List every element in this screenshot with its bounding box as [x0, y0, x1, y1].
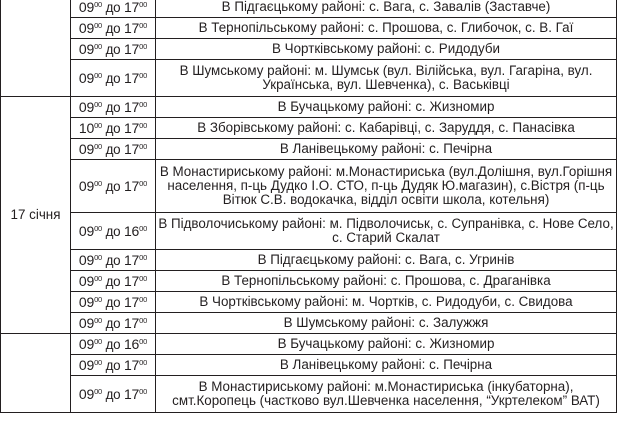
location-cell: В Тернопільському районі: с. Прошова, с. Драганівка: [156, 271, 617, 292]
end-minutes: 00: [139, 273, 148, 283]
start-hour: 09: [78, 222, 95, 239]
time-connector: до: [105, 223, 121, 239]
start-minutes: 00: [94, 386, 103, 396]
end-hour: 17: [123, 356, 140, 373]
start-minutes: 00: [94, 99, 103, 109]
end-hour: 17: [123, 69, 140, 86]
time-range-cell: [71, 292, 156, 313]
start-hour: 09: [78, 40, 95, 57]
end-hour: 17: [123, 40, 140, 57]
end-hour: 17: [123, 251, 140, 268]
start-hour: 10: [78, 119, 95, 136]
location-cell: В Бучацькому районі: с. Жизномир: [156, 334, 617, 355]
time-range-cell: [71, 39, 156, 60]
end-minutes: 00: [139, 252, 148, 262]
location-cell: В Шумському районі: с. Залужжя: [156, 313, 617, 334]
location-cell: В Шумському районі: м. Шумськ (вул. Вілійська, вул. Гагаріна, вул. Українська, вул. Шевченка), с. Васьківці: [156, 60, 617, 97]
schedule-table-body: [1, 0, 617, 413]
schedule-row: [1, 60, 617, 97]
end-hour: 17: [123, 272, 140, 289]
time-connector: до: [105, 0, 121, 15]
date-cell: 17 січня: [1, 97, 71, 334]
end-hour: 16: [123, 222, 140, 239]
schedule-row: [1, 160, 617, 213]
schedule-row: [1, 39, 617, 60]
end-hour: 17: [123, 140, 140, 157]
start-hour: 09: [78, 335, 95, 352]
start-hour: 09: [78, 385, 95, 402]
time-connector: до: [105, 20, 121, 36]
time-connector: до: [105, 70, 121, 86]
end-minutes: 00: [139, 99, 148, 109]
time-range-cell: [71, 313, 156, 334]
location-cell: В Монастириському районі: м.Монастириська (вул.Долішня, вул.Горішня населення, п-ць Дудко І.О. СТО, п-ць Дудяк Ю.магазин), с.Вістря (п-ць Вітюк С.В. водокачка, відділ освіти школа, котельня): [156, 160, 617, 213]
schedule-row: [1, 292, 617, 313]
start-hour: 09: [78, 251, 95, 268]
start-hour: 09: [78, 19, 95, 36]
time-range-cell: [71, 334, 156, 355]
location-cell: В Чортківському районі: с. Ридодуби: [156, 39, 617, 60]
time-connector: до: [105, 41, 121, 57]
end-hour: 17: [123, 0, 140, 15]
end-minutes: 00: [139, 336, 148, 346]
end-hour: 17: [123, 293, 140, 310]
end-minutes: 00: [139, 0, 148, 9]
start-hour: 09: [78, 314, 95, 331]
end-hour: 16: [123, 335, 140, 352]
end-minutes: 00: [139, 70, 148, 80]
location-cell: В Підволочиському районі: м. Підволочиськ, с. Супранівка, с. Нове Село, с. Старий Скалат: [156, 213, 617, 250]
time-range-cell: [71, 0, 156, 18]
schedule-row: [1, 0, 617, 18]
time-connector: до: [105, 178, 121, 194]
time-range-cell: [71, 355, 156, 376]
time-range-cell: [71, 118, 156, 139]
location-cell: В Монастириському районі: м.Монастириська (інкубаторна), смт.Коропець (частково вул.Шевченка населення, “Укртелеком” ВАТ): [156, 376, 617, 413]
start-minutes: 00: [94, 294, 103, 304]
start-minutes: 00: [94, 41, 103, 51]
location-cell: В Зборівському районі: с. Кабарівці, с. Заруддя, с. Панасівка: [156, 118, 617, 139]
time-range-cell: [71, 18, 156, 39]
start-minutes: 00: [94, 336, 103, 346]
start-minutes: 00: [94, 357, 103, 367]
schedule-row: [1, 213, 617, 250]
schedule-row: [1, 334, 617, 355]
end-hour: 17: [123, 385, 140, 402]
start-hour: 09: [78, 177, 95, 194]
start-minutes: 00: [94, 252, 103, 262]
end-minutes: 00: [139, 294, 148, 304]
location-cell: В Ланівецькому районі: с. Печірна: [156, 139, 617, 160]
schedule-row: [1, 376, 617, 413]
schedule-row: [1, 355, 617, 376]
start-minutes: 00: [94, 273, 103, 283]
time-connector: до: [105, 386, 121, 402]
start-minutes: 00: [94, 20, 103, 30]
end-minutes: 00: [139, 141, 148, 151]
end-hour: 17: [123, 19, 140, 36]
start-minutes: 00: [94, 223, 103, 233]
time-connector: до: [105, 336, 121, 352]
end-hour: 17: [123, 98, 140, 115]
time-connector: до: [105, 252, 121, 268]
start-minutes: 00: [94, 315, 103, 325]
end-hour: 17: [123, 314, 140, 331]
start-minutes: 00: [94, 178, 103, 188]
start-hour: 09: [78, 356, 95, 373]
end-minutes: 00: [139, 315, 148, 325]
start-hour: 09: [78, 0, 95, 15]
time-connector: до: [105, 120, 121, 136]
time-range-cell: [71, 139, 156, 160]
start-hour: 09: [78, 98, 95, 115]
start-hour: 09: [78, 293, 95, 310]
start-minutes: 00: [94, 70, 103, 80]
schedule-row: [1, 139, 617, 160]
schedule-row: [1, 271, 617, 292]
time-range-cell: [71, 271, 156, 292]
end-minutes: 00: [139, 178, 148, 188]
time-range-cell: [71, 250, 156, 271]
schedule-row: [1, 18, 617, 39]
end-minutes: 00: [139, 223, 148, 233]
time-range-cell: [71, 213, 156, 250]
schedule-row: [1, 313, 617, 334]
location-cell: В Підгаєцькому районі: с. Вага, с. Завалів (Заставче): [156, 0, 617, 18]
start-hour: 09: [78, 140, 95, 157]
time-connector: до: [105, 273, 121, 289]
start-minutes: 00: [94, 120, 103, 130]
start-hour: 09: [78, 69, 95, 86]
location-cell: В Підгаєцькому районі: с. Вага, с. Угринів: [156, 250, 617, 271]
end-hour: 17: [123, 177, 140, 194]
time-connector: до: [105, 141, 121, 157]
time-range-cell: [71, 376, 156, 413]
time-range-cell: [71, 97, 156, 118]
location-cell: В Чортківському районі: м. Чортків, с. Ридодуби, с. Свидова: [156, 292, 617, 313]
location-cell: В Ланівецькому районі: с. Печірна: [156, 355, 617, 376]
end-minutes: 00: [139, 120, 148, 130]
time-connector: до: [105, 357, 121, 373]
schedule-row: [1, 250, 617, 271]
schedule-row: [1, 118, 617, 139]
start-hour: 09: [78, 272, 95, 289]
start-minutes: 00: [94, 0, 103, 9]
time-range-cell: [71, 60, 156, 97]
start-minutes: 00: [94, 141, 103, 151]
time-connector: до: [105, 99, 121, 115]
end-minutes: 00: [139, 41, 148, 51]
location-cell: В Тернопільському районі: с. Прошова, с. Глибочок, с. В. Гаї: [156, 18, 617, 39]
schedule-row: [1, 97, 617, 118]
end-minutes: 00: [139, 357, 148, 367]
date-cell: [1, 0, 71, 97]
end-minutes: 00: [139, 386, 148, 396]
time-range-cell: [71, 160, 156, 213]
date-cell: [1, 334, 71, 413]
end-minutes: 00: [139, 20, 148, 30]
end-hour: 17: [123, 119, 140, 136]
time-connector: до: [105, 315, 121, 331]
time-connector: до: [105, 294, 121, 310]
location-cell: В Бучацькому районі: с. Жизномир: [156, 97, 617, 118]
